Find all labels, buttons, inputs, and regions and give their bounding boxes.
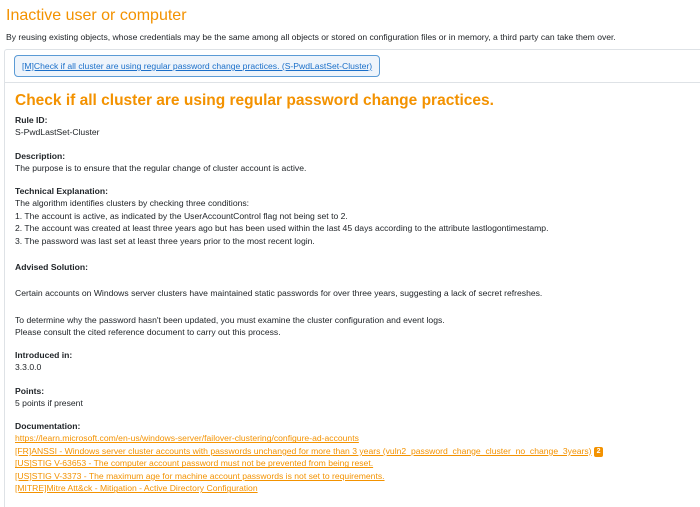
points-label: Points: [15,386,45,396]
technical-line: 2. The account was created at least three years ago but has been used within the last 45 days according to the attribute lastlogontimestamp. [15,223,549,234]
section-title: Inactive user or computer [6,7,187,24]
introduced-section [15,349,72,374]
tab-rule-s-pwdlastset-cluster[interactable]: [M]Check if all cluster are using regular password change practices. (S-PwdLastSet-Cluster) [14,55,380,77]
advised-line: Please consult the cited reference document to carry out this process. [15,327,281,338]
doc-link-mitre[interactable]: [MITRE]Mitre Att&ck - Mitigation - Active Directory Configuration [15,483,258,494]
introduced-value: 3.3.0.0 [15,362,42,373]
rule-title: Check if all cluster are using regular password change practices. [15,92,494,109]
level-badge: 2 [594,447,604,457]
advised-text-2 [15,314,445,339]
advised-line: Certain accounts on Windows server clusters have maintained static passwords for over three years, suggesting a lack of secret refreshes. [15,288,543,298]
points-section [15,385,83,410]
technical-line: 1. The account is active, as indicated by the UserAccountControl flag not being set to 2. [15,210,348,221]
description-section [15,150,306,175]
section-intro: By reusing existing objects, whose credentials may be the same among all objects or stored on configuration files or in memory, a third party can take them over. [6,32,616,42]
rule-id-section [15,114,100,139]
technical-section [15,185,548,247]
advised-line: To determine why the password hasn't been updated, you must examine the cluster configuration and event logs. [15,315,445,325]
description-label: Description: [15,151,66,161]
doc-link-microsoft[interactable]: https://learn.microsoft.com/en-us/windows-server/failover-clustering/configure-ad-accounts [15,433,359,444]
advised-text-1 [15,287,542,299]
technical-line: 3. The password was last set at least three years prior to the most recent login. [15,235,315,246]
description-text: The purpose is to ensure that the regular change of cluster account is active. [15,163,307,174]
doc-link-stig-v63653[interactable]: [US]STIG V-63653 - The computer account password must not be prevented from being reset. [15,458,374,469]
advised-label: Advised Solution: [15,262,89,272]
points-value: 5 points if present [15,398,83,409]
rule-id-label: Rule ID: [15,115,48,125]
documentation-section [15,420,603,495]
doc-link-stig-v3373[interactable]: [US]STIG V-3373 - The maximum age for machine account passwords is not set to requirements. [15,470,385,481]
technical-line: The algorithm identifies clusters by checking three conditions: [15,198,250,209]
advised-section [15,261,88,273]
rule-id-value: S-PwdLastSet-Cluster [15,127,100,138]
introduced-label: Introduced in: [15,350,73,360]
documentation-label: Documentation: [15,421,81,431]
doc-link-anssi-row [15,445,603,457]
technical-label: Technical Explanation: [15,186,108,196]
doc-link-anssi[interactable]: [FR]ANSSI - Windows server cluster accounts with passwords unchanged for more than 3 years (vuln2_password_change_cluster_no_change_3years) [15,445,592,456]
